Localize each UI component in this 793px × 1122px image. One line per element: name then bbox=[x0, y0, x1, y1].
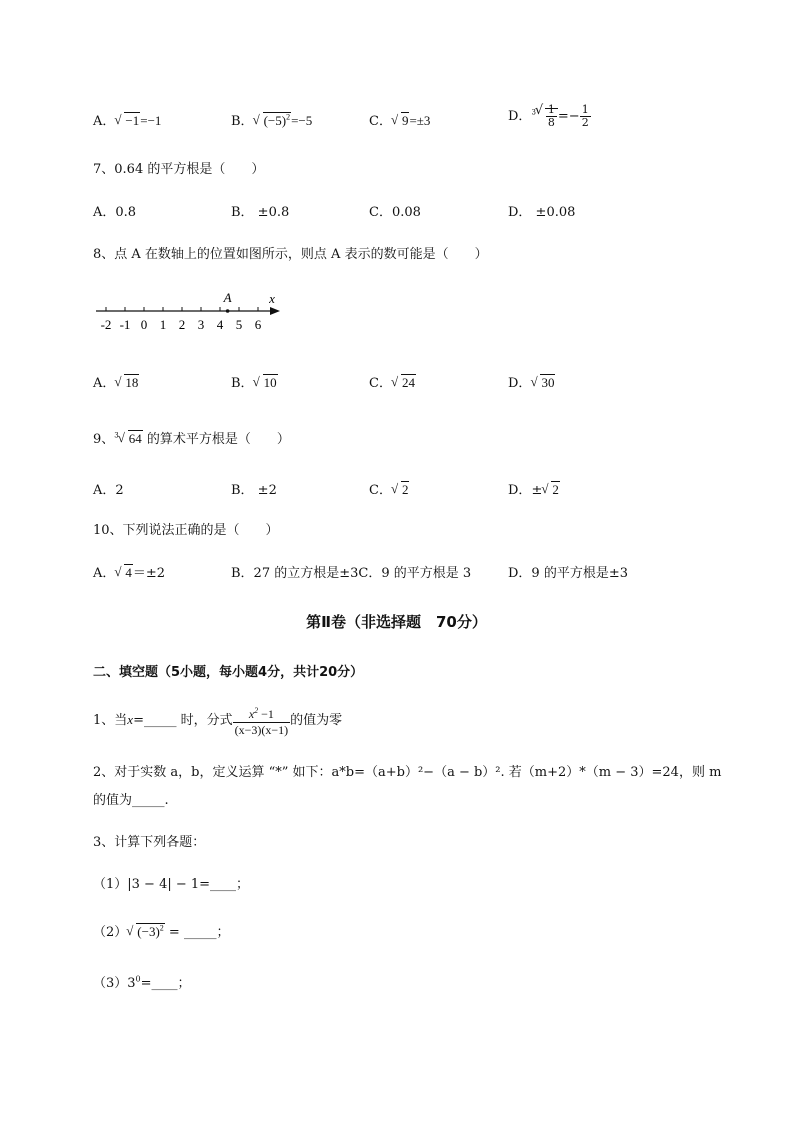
option-label: C． bbox=[369, 376, 392, 391]
fraction-numerator: √ 1 bbox=[547, 103, 555, 116]
section2-heading: 二、填空题（5小题，每小题4分，共计20分） bbox=[93, 665, 364, 680]
option-label: A． bbox=[93, 376, 116, 391]
answer-blank: _____ bbox=[143, 713, 177, 728]
radicand: 4 bbox=[125, 565, 132, 580]
point-a-marker bbox=[226, 309, 230, 313]
q9-stem bbox=[93, 428, 290, 447]
part-tail: = _____； bbox=[164, 925, 230, 940]
radicand: (−5) bbox=[263, 113, 287, 128]
radicand: 10 bbox=[263, 375, 277, 390]
option-label: D． bbox=[508, 483, 532, 498]
expr-tail: =−5 bbox=[291, 113, 313, 128]
option-label: D． bbox=[508, 109, 532, 124]
fraction-denominator: 2 bbox=[581, 116, 589, 129]
fill1-mid: 时，分式 bbox=[176, 713, 233, 728]
exponent: 2 bbox=[286, 112, 291, 122]
eq-sign: = bbox=[133, 713, 144, 728]
option-label: B． bbox=[231, 376, 254, 391]
q7-stem: 7、0.64 的平方根是（ ） bbox=[93, 162, 265, 177]
number-line-figure bbox=[90, 285, 290, 335]
q6-option-d bbox=[508, 104, 591, 129]
q9-option-b: B． ±2 bbox=[231, 483, 277, 498]
root-index: 3 bbox=[531, 108, 536, 117]
number-line-tick-label: -1 bbox=[119, 317, 131, 332]
fraction-numerator: 1 bbox=[581, 103, 589, 116]
part-tail: =____； bbox=[140, 976, 191, 991]
q9-option-d bbox=[508, 479, 560, 498]
fill1 bbox=[93, 703, 342, 738]
part-prefix: （2） bbox=[93, 925, 128, 940]
fraction-denominator: (x−3)(x−1) bbox=[234, 723, 289, 737]
fill2-line2: 的值为_____. bbox=[93, 793, 169, 808]
q10-option-bc: B．27 的立方根是±3C．9 的平方根是 3 bbox=[231, 566, 472, 581]
number-line-tick-label: 2 bbox=[178, 317, 186, 332]
radicand: 24 bbox=[401, 375, 415, 390]
option-label: A． bbox=[93, 114, 116, 129]
q8-stem: 8、点 A 在数轴上的位置如图所示，则点 A 表示的数可能是（ ） bbox=[93, 247, 488, 262]
q8-option-c bbox=[369, 372, 416, 391]
q9-prefix: 9、 bbox=[93, 432, 115, 447]
numerator-var: x bbox=[248, 707, 255, 721]
expr-tail: ＝±2 bbox=[132, 566, 166, 581]
q8-option-a bbox=[93, 372, 139, 391]
axis-arrow bbox=[270, 307, 280, 315]
fill1-suffix: 的值为零 bbox=[290, 713, 343, 728]
q10-option-a bbox=[93, 562, 165, 581]
option-label: D． bbox=[508, 376, 532, 391]
exponent: 2 bbox=[159, 923, 164, 933]
q9-suffix: 的算术平方根是（ ） bbox=[142, 432, 290, 447]
option-label: B． bbox=[231, 114, 254, 129]
radicand: 9 bbox=[401, 113, 409, 128]
option-label: A． bbox=[93, 566, 116, 581]
expr-eq: =− bbox=[557, 109, 580, 124]
number-line-tick-label: 4 bbox=[216, 317, 224, 332]
exponent: 2 bbox=[254, 706, 259, 715]
q9-option-a: A．2 bbox=[93, 483, 124, 498]
fill3-stem: 3、计算下列各题： bbox=[93, 835, 206, 850]
radicand: 2 bbox=[401, 482, 409, 497]
q7-option-a: A．0.8 bbox=[93, 205, 137, 220]
fill1-prefix: 1、当 bbox=[93, 713, 128, 728]
expr-tail: =−1 bbox=[140, 113, 162, 128]
fill3-part1: （1）|3 − 4| − 1=____； bbox=[93, 877, 250, 892]
radicand: (−3) bbox=[137, 924, 160, 939]
part2-title: 第Ⅱ卷（非选择题 70分） bbox=[306, 613, 487, 631]
radicand: 30 bbox=[541, 375, 555, 390]
q10-option-d: D．9 的平方根是±3 bbox=[508, 566, 628, 581]
number-line-tick-label: 3 bbox=[197, 317, 205, 332]
fill3-part3 bbox=[93, 972, 191, 991]
exponent: 0 bbox=[135, 974, 141, 984]
q6-option-b bbox=[231, 110, 312, 129]
number-line-tick-label: 0 bbox=[140, 317, 148, 332]
q8-option-b bbox=[231, 372, 278, 391]
number-line-tick-label: 6 bbox=[254, 317, 262, 332]
number-line-tick-label: 1 bbox=[159, 317, 167, 332]
fill3-part2 bbox=[93, 921, 229, 940]
root-index: 3 bbox=[114, 431, 119, 440]
number-line-tick-label: -2 bbox=[100, 317, 112, 332]
radicand: 18 bbox=[125, 375, 139, 390]
plus-minus: ± bbox=[531, 483, 543, 498]
radicand: 2 bbox=[552, 482, 559, 497]
q8-option-d bbox=[508, 372, 555, 391]
radicand: −1 bbox=[125, 113, 140, 128]
radicand: 64 bbox=[128, 431, 142, 446]
point-a-label: A bbox=[223, 290, 232, 305]
q9-option-c bbox=[369, 479, 409, 498]
option-label: C． bbox=[369, 483, 392, 498]
expr-tail: =±3 bbox=[409, 113, 431, 128]
q6-option-a bbox=[93, 110, 161, 129]
fraction-denominator: 8 bbox=[547, 116, 555, 129]
option-label: C． bbox=[369, 114, 392, 129]
var-x: x bbox=[127, 712, 134, 727]
number-line-tick-label: 5 bbox=[235, 317, 243, 332]
q7-option-c: C．0.08 bbox=[369, 205, 421, 220]
q7-option-b: B． ±0.8 bbox=[231, 205, 290, 220]
numerator-tail: −1 bbox=[258, 707, 274, 721]
axis-variable-label: x bbox=[269, 291, 275, 306]
q6-option-c bbox=[369, 110, 430, 129]
part-prefix: （3）3 bbox=[93, 976, 136, 991]
fill2-line1: 2、对于实数 a，b，定义运算 “*” 如下：a*b=（a+b）²−（a − b）². 若（m+2）*（m − 3）=24，则 m bbox=[93, 765, 722, 780]
q7-option-d: D． ±0.08 bbox=[508, 205, 576, 220]
q10-stem: 10、下列说法正确的是（ ） bbox=[93, 523, 279, 538]
